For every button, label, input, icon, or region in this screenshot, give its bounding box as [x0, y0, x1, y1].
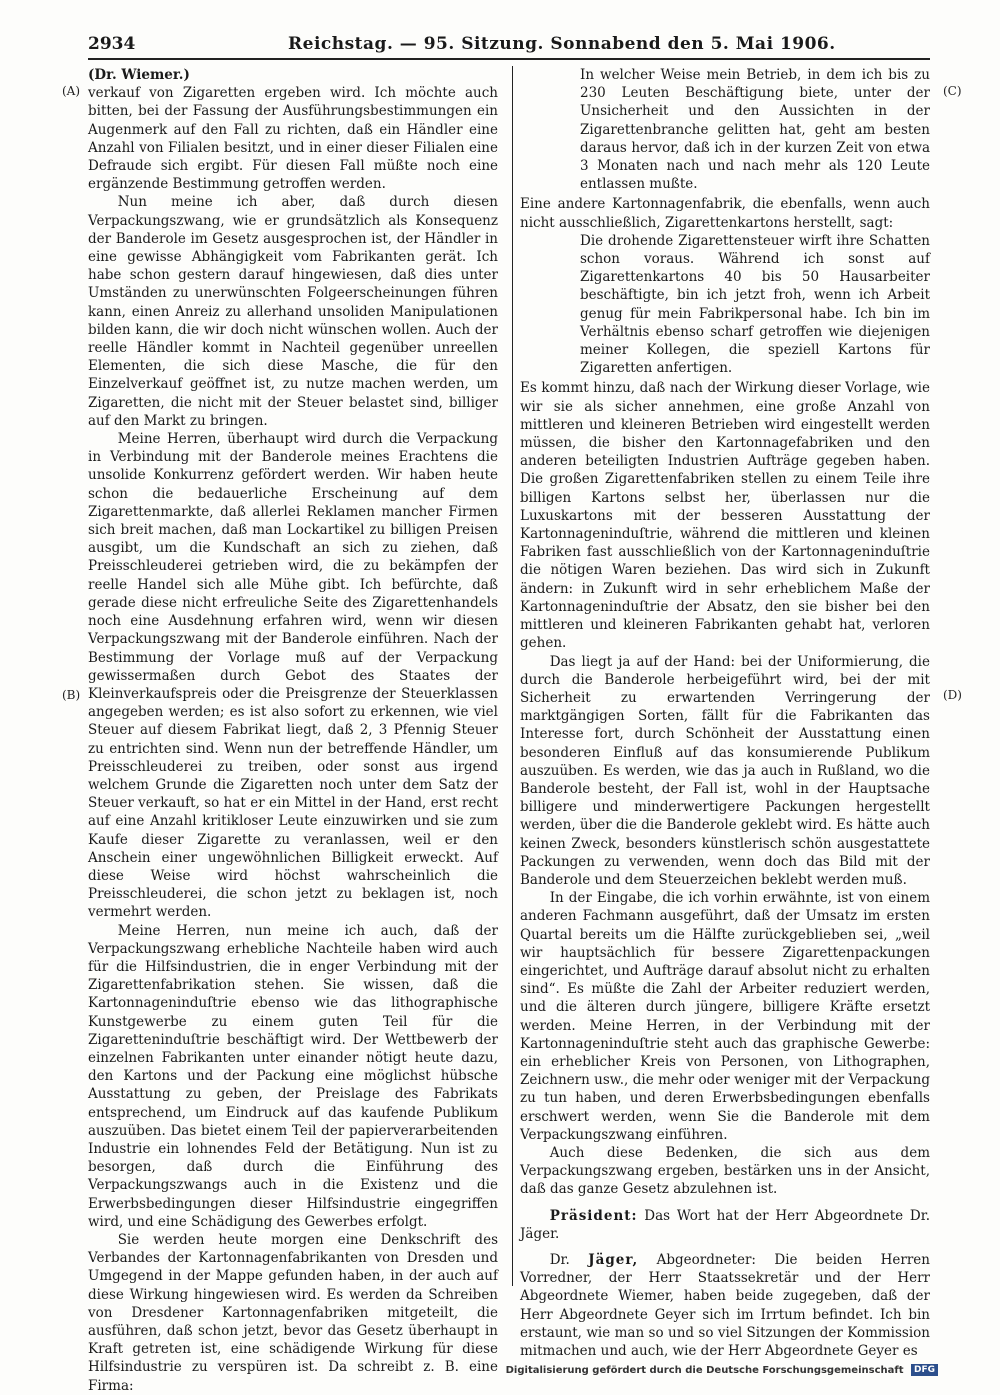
running-title: Reichstag. — 95. Sitzung. Sonnabend den 5. Mai 1906.	[288, 34, 836, 54]
speaker-jaeger: Jäger,	[588, 1252, 639, 1268]
paragraph: verkauf von Zigaretten ergeben wird. Ich möchte auch bitten, bei der Fassung der Ausführungsbestimmungen ein Augenmerk auf den Fall zu richten, daß ein Händler eine Anzahl von Filialen besitzt, und in einer dieser Filialen eine Defraude sich ergibt. Für diesen Fall müßte noch eine ergänzende Bestimmung getroffen werden.	[88, 85, 498, 193]
column-divider	[512, 66, 513, 1286]
margin-mark-b: (B)	[62, 688, 81, 702]
paragraph: In der Eingabe, die ich vorhin erwähnte, ist von einem anderen Fachmann ausgeführt, daß der Umsatz im ersten Quartal bereits um die Hälfte zurückgeblieben sei, „weil wir hauptsächlich für bessere Zigarettenpackungen eingerichtet, und Aufträge darauf absolut nicht zu erhalten sind“. Es müßte die Zahl der Arbeiter reduziert werden, und die älteren durch jüngere, billigere Kräfte ersetzt werden. Meine Herren, in der Verbindung mit der Kartonnageninduſtrie steht auch das graphische Gewerbe: ein erheblicher Kreis von Personen, von Lithographen, Zeichnern usw., die mehr oder weniger mit der Verpackung zu tun haben, und deren Erwerbsbedingungen ebenfalls erschwert werden, wenn Sie die Banderole mit dem Verpackungszwang einführen.	[520, 890, 930, 1143]
page-number: 2934	[88, 34, 136, 54]
paragraph: Sie werden heute morgen eine Denkschrift des Verbandes der Kartonnagenfabrikanten von Dresden und Umgegend in der Mappe gefunden haben, in der auch auf diese Wirkung hingewiesen wird. Es werden da Schreiben von Dresdener Kartonnagenfabriken mitgeteilt, die ausführen, daß schon jetzt, bevor das Gesetz überhaupt in Kraft getreten ist, eine schädigende Wirkung für diese Hilfsindustrie zu verspüren ist. Da schreibt z. B. eine Firma:	[88, 1232, 498, 1394]
speech-jaeger	[520, 1251, 930, 1360]
quote-block: Die drohende Zigarettensteuer wirft ihre Schatten schon voraus. Während ich sonst auf Zigarettenkartons 40 bis 50 Hausarbeiter beschäftigte, bin ich jetzt froh, wenn ich Arbeit genug für mein Fabrikpersonal habe. Ich bin im Verhältnis ebenso scharf getroffen wie diejenigen meiner Kollegen, die speziell Kartons für Zigaretten anfertigen.	[580, 232, 930, 377]
paragraph: Meine Herren, nun meine ich auch, daß der Verpackungszwang erhebliche Nachteile haben wird auch für die Hilfsindustrien, die in enger Verbindung mit der Zigarettenfabrikation stehen. Sie wissen, daß die Kartonnageninduſtrie ebenso wie das lithographische Kunstgewerbe zu einem guten Teil für die Zigaretteninduſtrie beschäftigt wird. Der Wettbewerb der einzelnen Fabrikanten unter einander nötigt heute dazu, den Kartons und der Packung eine möglichst hübsche Ausstattung zu geben, der Preislage des Fabrikats entsprechend, um Eindruck auf das kaufende Publikum auszuüben. Das bietet einem Teil der papierverarbeitenden Industrie ein lohnendes Feld der Betätigung. Nun ist zu besorgen, daß durch die Einführung des Verpackungszwangs auch in die Existenz und die Erwerbsbedingungen dieser Hilfsindustrie eingegriffen wird, und eine Schädigung des Gewerbes erfolgt.	[88, 922, 498, 1230]
paragraph: Es kommt hinzu, daß nach der Wirkung dieser Vorlage, wie wir sie als sicher annehmen, eine große Anzahl von mittleren und kleineren Betrieben wird eingestellt werden müssen, die bisher den Kartonnagefabriken und den anderen beteiligten Industrien Aufträge gegeben haben. Die großen Zigarettenfabriken stellen zu einem Teile ihre billigen Kartons selbst her, überlassen nur die Luxuskartons mit der besseren Ausstattung der Kartonnageninduſtrie, während die mittleren und kleinen Fabriken fast ausschließlich von der Kartonnageninduſtrie die nötigen Waren beziehen. Das wird sich in Zukunft ändern: in Zukunft wird in sehr erheblichem Maße der Kartonnageninduſtrie der Absatz, den sie bisher bei den mittleren und kleineren Fabrikanten gehabt hat, verloren gehen.	[520, 380, 930, 652]
left-column	[88, 66, 498, 1395]
dfg-logo: DFG	[911, 1364, 938, 1376]
paragraph: Das liegt ja auf der Hand: bei der Uniformierung, die durch die Banderole herbeigeführt wird, bei der mit Sicherheit zu erwartenden Verringerung der marktgängigen Sorten, fällt für die Fabrikanten das Interesse fort, durch Schönheit der Ausstattung einen besonderen Einfluß auf das konsumierende Publikum auszuüben. Es werden, wie das ja auch in Rußland, wo die Banderole besteht, der Fall ist, wohl in der Hauptsache billigere und minderwertigere Packungen hergestellt werden, über die die Banderole geklebt wird. Es hätte auch keinen Zweck, besonders künstlerisch schön ausgestattete Packungen zu verwenden, wenn doch das Bild mit der Banderole und dem Steuerzeichen beklebt werden muß.	[520, 653, 930, 888]
right-column	[520, 66, 930, 1360]
paragraph: Eine andere Kartonnagenfabrik, die ebenfalls, wenn auch nicht ausschließlich, Zigarettenkartons herstellt, sagt:	[520, 196, 930, 231]
paragraph: Nun meine ich aber, daß durch diesen Verpackungszwang, wie er grundsätzlich als Konsequenz der Banderole im Gesetz ausgesprochen ist, der Händler in eine gewisse Abhängigkeit vom Fabrikanten gerät. Ich habe schon gestern darauf hingewiesen, daß dies unter Umständen zu unerwünschten Folgeerscheinungen führen kann, einen Anreiz zu allerhand unsoliden Manipulationen bilden kann, die wir doch nicht wünschen wollen. Auch der reelle Händler kommt in Nachteil gegenüber unreellen Elementen, die sich diese Masche, die für den Einzelverkauf geöffnet ist, zu nutze machen werden, um Zigaretten, die nicht mit der Steuer belastet sind, billiger auf den Markt zu bringen.	[88, 194, 498, 429]
digitization-credit: Digitalisierung gefördert durch die Deutsche Forschungsgemeinschaft	[505, 1365, 904, 1376]
speaker-president: Präsident:	[549, 1207, 638, 1224]
margin-mark-d: (D)	[943, 688, 962, 702]
president-text: Das Wort hat der Herr Abgeordnete Dr. Jäger.	[520, 1207, 930, 1242]
paragraph: Auch diese Bedenken, die sich aus dem Verpackungszwang ergeben, bestärken uns in der Ansicht, daß das ganze Gesetz abzulehnen ist.	[520, 1144, 930, 1198]
footer-credit	[506, 1364, 938, 1376]
jaeger-text: Abgeordneter: Die beiden Herren Vorredner, der Herr Staatssekretär und der Herr Abgeordnete Wiemer, haben beide zugegeben, daß der Herr Abgeordnete Geyer sich im Irrtum befindet. Ich bin erstaunt, wie man so und so viel Sitzungen der Kommission mitmachen und auch, wie der Herr Abgeordnete Geyer es	[520, 1252, 930, 1360]
paragraph: Meine Herren, überhaupt wird durch die Verpackung in Verbindung mit der Banderole meines Erachtens die unsolide Konkurrenz gefördert werden. Wir haben heute schon die bedauerliche Erscheinung auf dem Zigarettenmarkte, daß allerlei Reklamen mancher Firmen sich breit machen, daß man Lockartikel zu billigen Preisen ausgibt, um die Kundschaft an sich zu ziehen, daß Preisschleuderei getrieben wird, die zu bekämpfen der reelle Handel sich alle Mühe gibt. Ich befürchte, daß gerade diese nicht erfreuliche Seite des Zigarettenhandels noch eine Ausdehnung erfahren wird, wenn wir diesen Verpackungszwang mit der Banderole einführen. Nach der Bestimmung der Vorlage muß auf der Verpackung gewissermaßen durch Gebot des Staates der Kleinverkaufspreis oder die Preisgrenze der Steuerklassen angegeben werden; es ist also sofort zu erkennen, wie viel Steuer auf diesem Fabrikat liegt, daß 2, 3 Pfennig Steuer zu entrichten sind. Wenn nun der betreffende Händler, um Preisschleuderei zu treiben, oder sonst aus irgend welchem Grunde die Zigaretten noch unter dem Satz der Steuer verkauft, so hat er ein Mittel in der Hand, erst recht auf eine Anzahl kritikloser Leute einzuwirken und sie zum Kaufe dieser Zigarette zu veranlassen, weil er den Anschein einer ungewöhnlichen Billigkeit erweckt. Auf diese Weise wird höchst wahrscheinlich die Preisschleuderei, die schon jetzt zu beklagen ist, noch vermehrt werden.	[88, 431, 498, 921]
speaker-tag: (Dr. Wiemer.)	[88, 67, 190, 83]
president-remark	[520, 1207, 930, 1243]
margin-mark-a: (A)	[62, 84, 81, 98]
margin-mark-c: (C)	[943, 84, 962, 98]
page-header	[88, 32, 930, 60]
speaker-title: Dr.	[549, 1252, 570, 1268]
quote-block: In welcher Weise mein Betrieb, in dem ich bis zu 230 Leuten Beschäftigung biete, unter der Unsicherheit und den Aussichten in der Zigarettenbranche gelitten hat, geht am besten daraus hervor, daß ich in der kurzen Zeit von etwa 3 Monaten nach und nach mehr als 120 Leute entlassen mußte.	[580, 67, 930, 193]
